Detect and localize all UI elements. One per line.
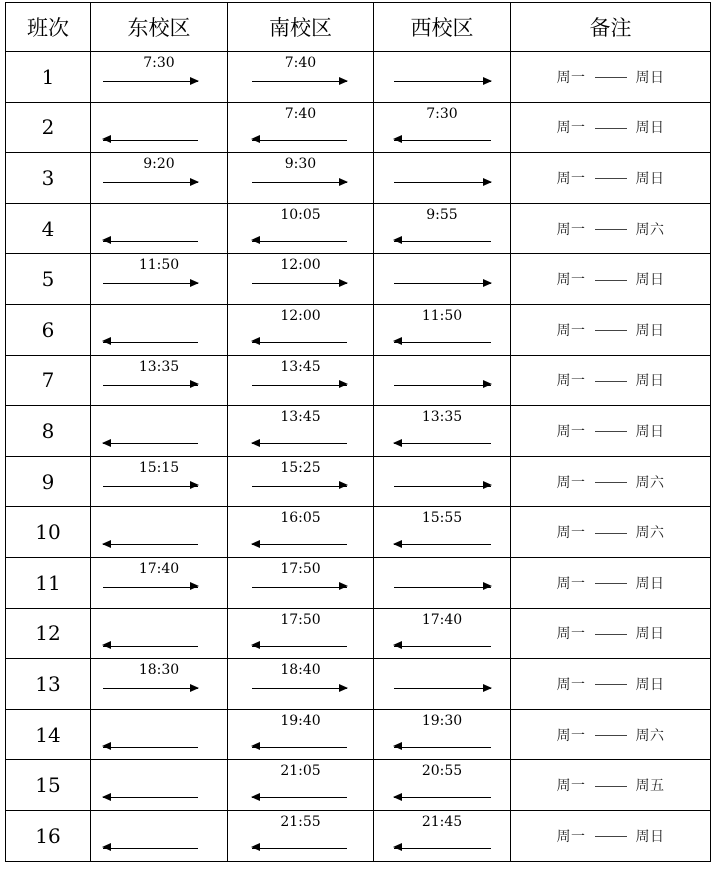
note-to-day: 周日: [635, 272, 665, 289]
east-campus-cell: [91, 254, 228, 305]
note-to-day: 周六: [635, 474, 665, 491]
arrow-right-icon: [394, 385, 491, 386]
west-campus-cell: [374, 557, 511, 608]
note-to-day: 周五: [635, 778, 665, 795]
table-row: [6, 659, 711, 710]
note-from-day: 周一: [556, 828, 586, 845]
south-campus-cell: [228, 254, 374, 305]
departure-time: 16:05: [280, 510, 321, 527]
arrow-left-icon: [103, 848, 198, 849]
arrow-left-icon: [252, 140, 347, 141]
note-from-day: 周一: [556, 676, 586, 693]
departure-time: 13:35: [421, 409, 463, 426]
note-from-day: 周一: [556, 423, 586, 440]
note-from-day: 周一: [556, 778, 586, 795]
east-campus-cell: [91, 760, 228, 811]
arrow-left-icon: [394, 646, 491, 647]
departure-time: 9:30: [284, 156, 317, 173]
arrow-right-icon: [252, 182, 347, 183]
shift-number: 2: [6, 102, 91, 153]
dash-separator: [595, 533, 627, 534]
arrow-right-icon: [252, 587, 347, 588]
south-campus-cell: [228, 608, 374, 659]
arrow-left-icon: [103, 646, 198, 647]
note-cell: [511, 203, 711, 254]
west-campus-cell: [374, 304, 511, 355]
table-row: [6, 102, 711, 153]
table-row: [6, 810, 711, 861]
departure-time: 19:30: [421, 712, 463, 729]
departure-time: 18:40: [280, 662, 321, 679]
west-campus-cell: [374, 406, 511, 457]
note-from-day: 周一: [556, 373, 586, 390]
west-campus-cell: [374, 659, 511, 710]
departure-time: 9:55: [426, 206, 458, 223]
shift-number: 5: [6, 254, 91, 305]
table-row: [6, 608, 711, 659]
arrow-right-icon: [103, 81, 198, 82]
dash-separator: [595, 381, 627, 382]
arrow-right-icon: [103, 182, 198, 183]
note-cell: [511, 810, 711, 861]
dash-separator: [595, 431, 627, 432]
arrow-right-icon: [394, 182, 491, 183]
south-campus-cell: [228, 153, 374, 204]
departure-time: 13:45: [280, 409, 321, 426]
note-from-day: 周一: [556, 575, 586, 592]
arrow-right-icon: [394, 283, 491, 284]
departure-time: 17:40: [138, 560, 180, 577]
departure-time: 17:50: [280, 560, 321, 577]
departure-time: 13:35: [138, 358, 180, 375]
note-cell: [511, 102, 711, 153]
departure-time: 18:30: [138, 662, 180, 679]
dash-separator: [595, 786, 627, 787]
dash-separator: [595, 482, 627, 483]
note-from-day: 周一: [556, 120, 586, 137]
arrow-left-icon: [394, 544, 491, 545]
note-from-day: 周一: [556, 474, 586, 491]
note-cell: [511, 406, 711, 457]
arrow-left-icon: [252, 848, 347, 849]
arrow-left-icon: [394, 797, 491, 798]
arrow-left-icon: [103, 140, 198, 141]
note-from-day: 周一: [556, 170, 586, 187]
note-cell: [511, 659, 711, 710]
note-to-day: 周日: [635, 170, 665, 187]
dash-separator: [595, 178, 627, 179]
bus-schedule-table: [5, 2, 711, 862]
departure-time: 10:05: [280, 206, 321, 223]
departure-time: 21:45: [421, 813, 463, 830]
note-to-day: 周日: [635, 120, 665, 137]
arrow-left-icon: [394, 241, 491, 242]
table-row: [6, 557, 711, 608]
arrow-left-icon: [103, 797, 198, 798]
departure-time: 12:00: [280, 257, 321, 274]
note-to-day: 周日: [635, 676, 665, 693]
arrow-right-icon: [252, 385, 347, 386]
east-campus-cell: [91, 608, 228, 659]
arrow-right-icon: [394, 688, 491, 689]
east-campus-cell: [91, 709, 228, 760]
departure-time: 11:50: [421, 307, 463, 324]
dash-separator: [595, 634, 627, 635]
east-campus-cell: [91, 810, 228, 861]
east-campus-cell: [91, 507, 228, 558]
dash-separator: [595, 684, 627, 685]
arrow-left-icon: [103, 241, 198, 242]
header-west-campus: 西校区: [374, 3, 511, 52]
west-campus-cell: [374, 456, 511, 507]
departure-time: 15:15: [138, 459, 180, 476]
arrow-right-icon: [103, 283, 198, 284]
header-shift: 班次: [6, 3, 91, 52]
note-cell: [511, 557, 711, 608]
arrow-left-icon: [394, 342, 491, 343]
note-cell: [511, 760, 711, 811]
east-campus-cell: [91, 52, 228, 103]
arrow-right-icon: [103, 587, 198, 588]
table-row: [6, 254, 711, 305]
note-cell: [511, 608, 711, 659]
shift-number: 16: [6, 810, 91, 861]
south-campus-cell: [228, 406, 374, 457]
header-row: [6, 3, 711, 52]
table-row: [6, 709, 711, 760]
table-row: [6, 304, 711, 355]
shift-number: 6: [6, 304, 91, 355]
arrow-right-icon: [103, 486, 198, 487]
dash-separator: [595, 77, 627, 78]
shift-number: 11: [6, 557, 91, 608]
shift-number: 14: [6, 709, 91, 760]
note-to-day: 周日: [635, 322, 665, 339]
west-campus-cell: [374, 810, 511, 861]
east-campus-cell: [91, 203, 228, 254]
note-from-day: 周一: [556, 322, 586, 339]
south-campus-cell: [228, 557, 374, 608]
note-to-day: 周日: [635, 626, 665, 643]
note-from-day: 周一: [556, 727, 586, 744]
arrow-right-icon: [394, 587, 491, 588]
west-campus-cell: [374, 153, 511, 204]
arrow-right-icon: [252, 688, 347, 689]
dash-separator: [595, 330, 627, 331]
south-campus-cell: [228, 456, 374, 507]
arrow-left-icon: [394, 443, 491, 444]
arrow-right-icon: [252, 486, 347, 487]
arrow-left-icon: [252, 797, 347, 798]
shift-number: 9: [6, 456, 91, 507]
east-campus-cell: [91, 355, 228, 406]
south-campus-cell: [228, 709, 374, 760]
west-campus-cell: [374, 355, 511, 406]
arrow-left-icon: [103, 443, 198, 444]
header-south-campus: 南校区: [228, 3, 374, 52]
west-campus-cell: [374, 507, 511, 558]
arrow-left-icon: [252, 443, 347, 444]
table-row: [6, 52, 711, 103]
shift-number: 3: [6, 153, 91, 204]
departure-time: 7:40: [284, 55, 317, 71]
note-to-day: 周日: [635, 575, 665, 592]
table-row: [6, 355, 711, 406]
east-campus-cell: [91, 557, 228, 608]
departure-time: 11:50: [138, 257, 180, 274]
shift-number: 1: [6, 52, 91, 103]
east-campus-cell: [91, 102, 228, 153]
note-from-day: 周一: [556, 221, 586, 238]
west-campus-cell: [374, 608, 511, 659]
west-campus-cell: [374, 760, 511, 811]
arrow-right-icon: [103, 385, 198, 386]
note-to-day: 周六: [635, 221, 665, 238]
table-row: [6, 203, 711, 254]
note-cell: [511, 507, 711, 558]
note-to-day: 周日: [635, 373, 665, 390]
table-row: [6, 456, 711, 507]
departure-time: 7:30: [426, 105, 458, 122]
arrow-right-icon: [252, 283, 347, 284]
dash-separator: [595, 280, 627, 281]
note-to-day: 周日: [635, 828, 665, 845]
note-from-day: 周一: [556, 626, 586, 643]
east-campus-cell: [91, 406, 228, 457]
east-campus-cell: [91, 153, 228, 204]
departure-time: 15:55: [421, 510, 463, 527]
west-campus-cell: [374, 254, 511, 305]
arrow-left-icon: [252, 241, 347, 242]
departure-time: 17:50: [280, 611, 321, 628]
shift-number: 13: [6, 659, 91, 710]
note-to-day: 周日: [635, 423, 665, 440]
departure-time: 7:40: [284, 105, 317, 122]
east-campus-cell: [91, 659, 228, 710]
south-campus-cell: [228, 810, 374, 861]
table-row: [6, 760, 711, 811]
departure-time: 21:05: [280, 763, 321, 780]
arrow-left-icon: [103, 544, 198, 545]
south-campus-cell: [228, 659, 374, 710]
south-campus-cell: [228, 355, 374, 406]
south-campus-cell: [228, 203, 374, 254]
south-campus-cell: [228, 507, 374, 558]
dash-separator: [595, 229, 627, 230]
dash-separator: [595, 128, 627, 129]
note-cell: [511, 52, 711, 103]
departure-time: 13:45: [280, 358, 321, 375]
arrow-left-icon: [252, 342, 347, 343]
south-campus-cell: [228, 102, 374, 153]
arrow-left-icon: [103, 342, 198, 343]
shift-number: 15: [6, 760, 91, 811]
arrow-right-icon: [394, 81, 491, 82]
shift-number: 7: [6, 355, 91, 406]
west-campus-cell: [374, 709, 511, 760]
departure-time: 15:25: [280, 459, 321, 476]
note-cell: [511, 456, 711, 507]
arrow-left-icon: [394, 848, 491, 849]
south-campus-cell: [228, 52, 374, 103]
arrow-right-icon: [103, 688, 198, 689]
departure-time: 20:55: [421, 763, 463, 780]
note-to-day: 周六: [635, 525, 665, 542]
west-campus-cell: [374, 102, 511, 153]
shift-number: 8: [6, 406, 91, 457]
table-row: [6, 507, 711, 558]
departure-time: 7:30: [143, 55, 175, 71]
note-cell: [511, 254, 711, 305]
dash-separator: [595, 583, 627, 584]
south-campus-cell: [228, 760, 374, 811]
arrow-left-icon: [252, 747, 347, 748]
note-from-day: 周一: [556, 272, 586, 289]
departure-time: 17:40: [421, 611, 463, 628]
table-row: [6, 406, 711, 457]
departure-time: 9:20: [143, 156, 175, 173]
east-campus-cell: [91, 304, 228, 355]
departure-time: 12:00: [280, 307, 321, 324]
arrow-left-icon: [394, 140, 491, 141]
west-campus-cell: [374, 52, 511, 103]
shift-number: 4: [6, 203, 91, 254]
header-notes: 备注: [511, 3, 711, 52]
note-cell: [511, 355, 711, 406]
departure-time: 21:55: [280, 813, 321, 830]
east-campus-cell: [91, 456, 228, 507]
shift-number: 10: [6, 507, 91, 558]
note-cell: [511, 304, 711, 355]
table-row: [6, 153, 711, 204]
note-cell: [511, 153, 711, 204]
arrow-left-icon: [394, 747, 491, 748]
west-campus-cell: [374, 203, 511, 254]
arrow-left-icon: [252, 646, 347, 647]
dash-separator: [595, 735, 627, 736]
arrow-left-icon: [103, 747, 198, 748]
arrow-left-icon: [252, 544, 347, 545]
note-to-day: 周日: [635, 69, 665, 86]
arrow-right-icon: [252, 81, 347, 82]
shift-number: 12: [6, 608, 91, 659]
note-to-day: 周六: [635, 727, 665, 744]
note-from-day: 周一: [556, 69, 586, 86]
south-campus-cell: [228, 304, 374, 355]
departure-time: 19:40: [280, 712, 321, 729]
dash-separator: [595, 836, 627, 837]
header-east-campus: 东校区: [91, 3, 228, 52]
arrow-right-icon: [394, 486, 491, 487]
note-from-day: 周一: [556, 525, 586, 542]
note-cell: [511, 709, 711, 760]
